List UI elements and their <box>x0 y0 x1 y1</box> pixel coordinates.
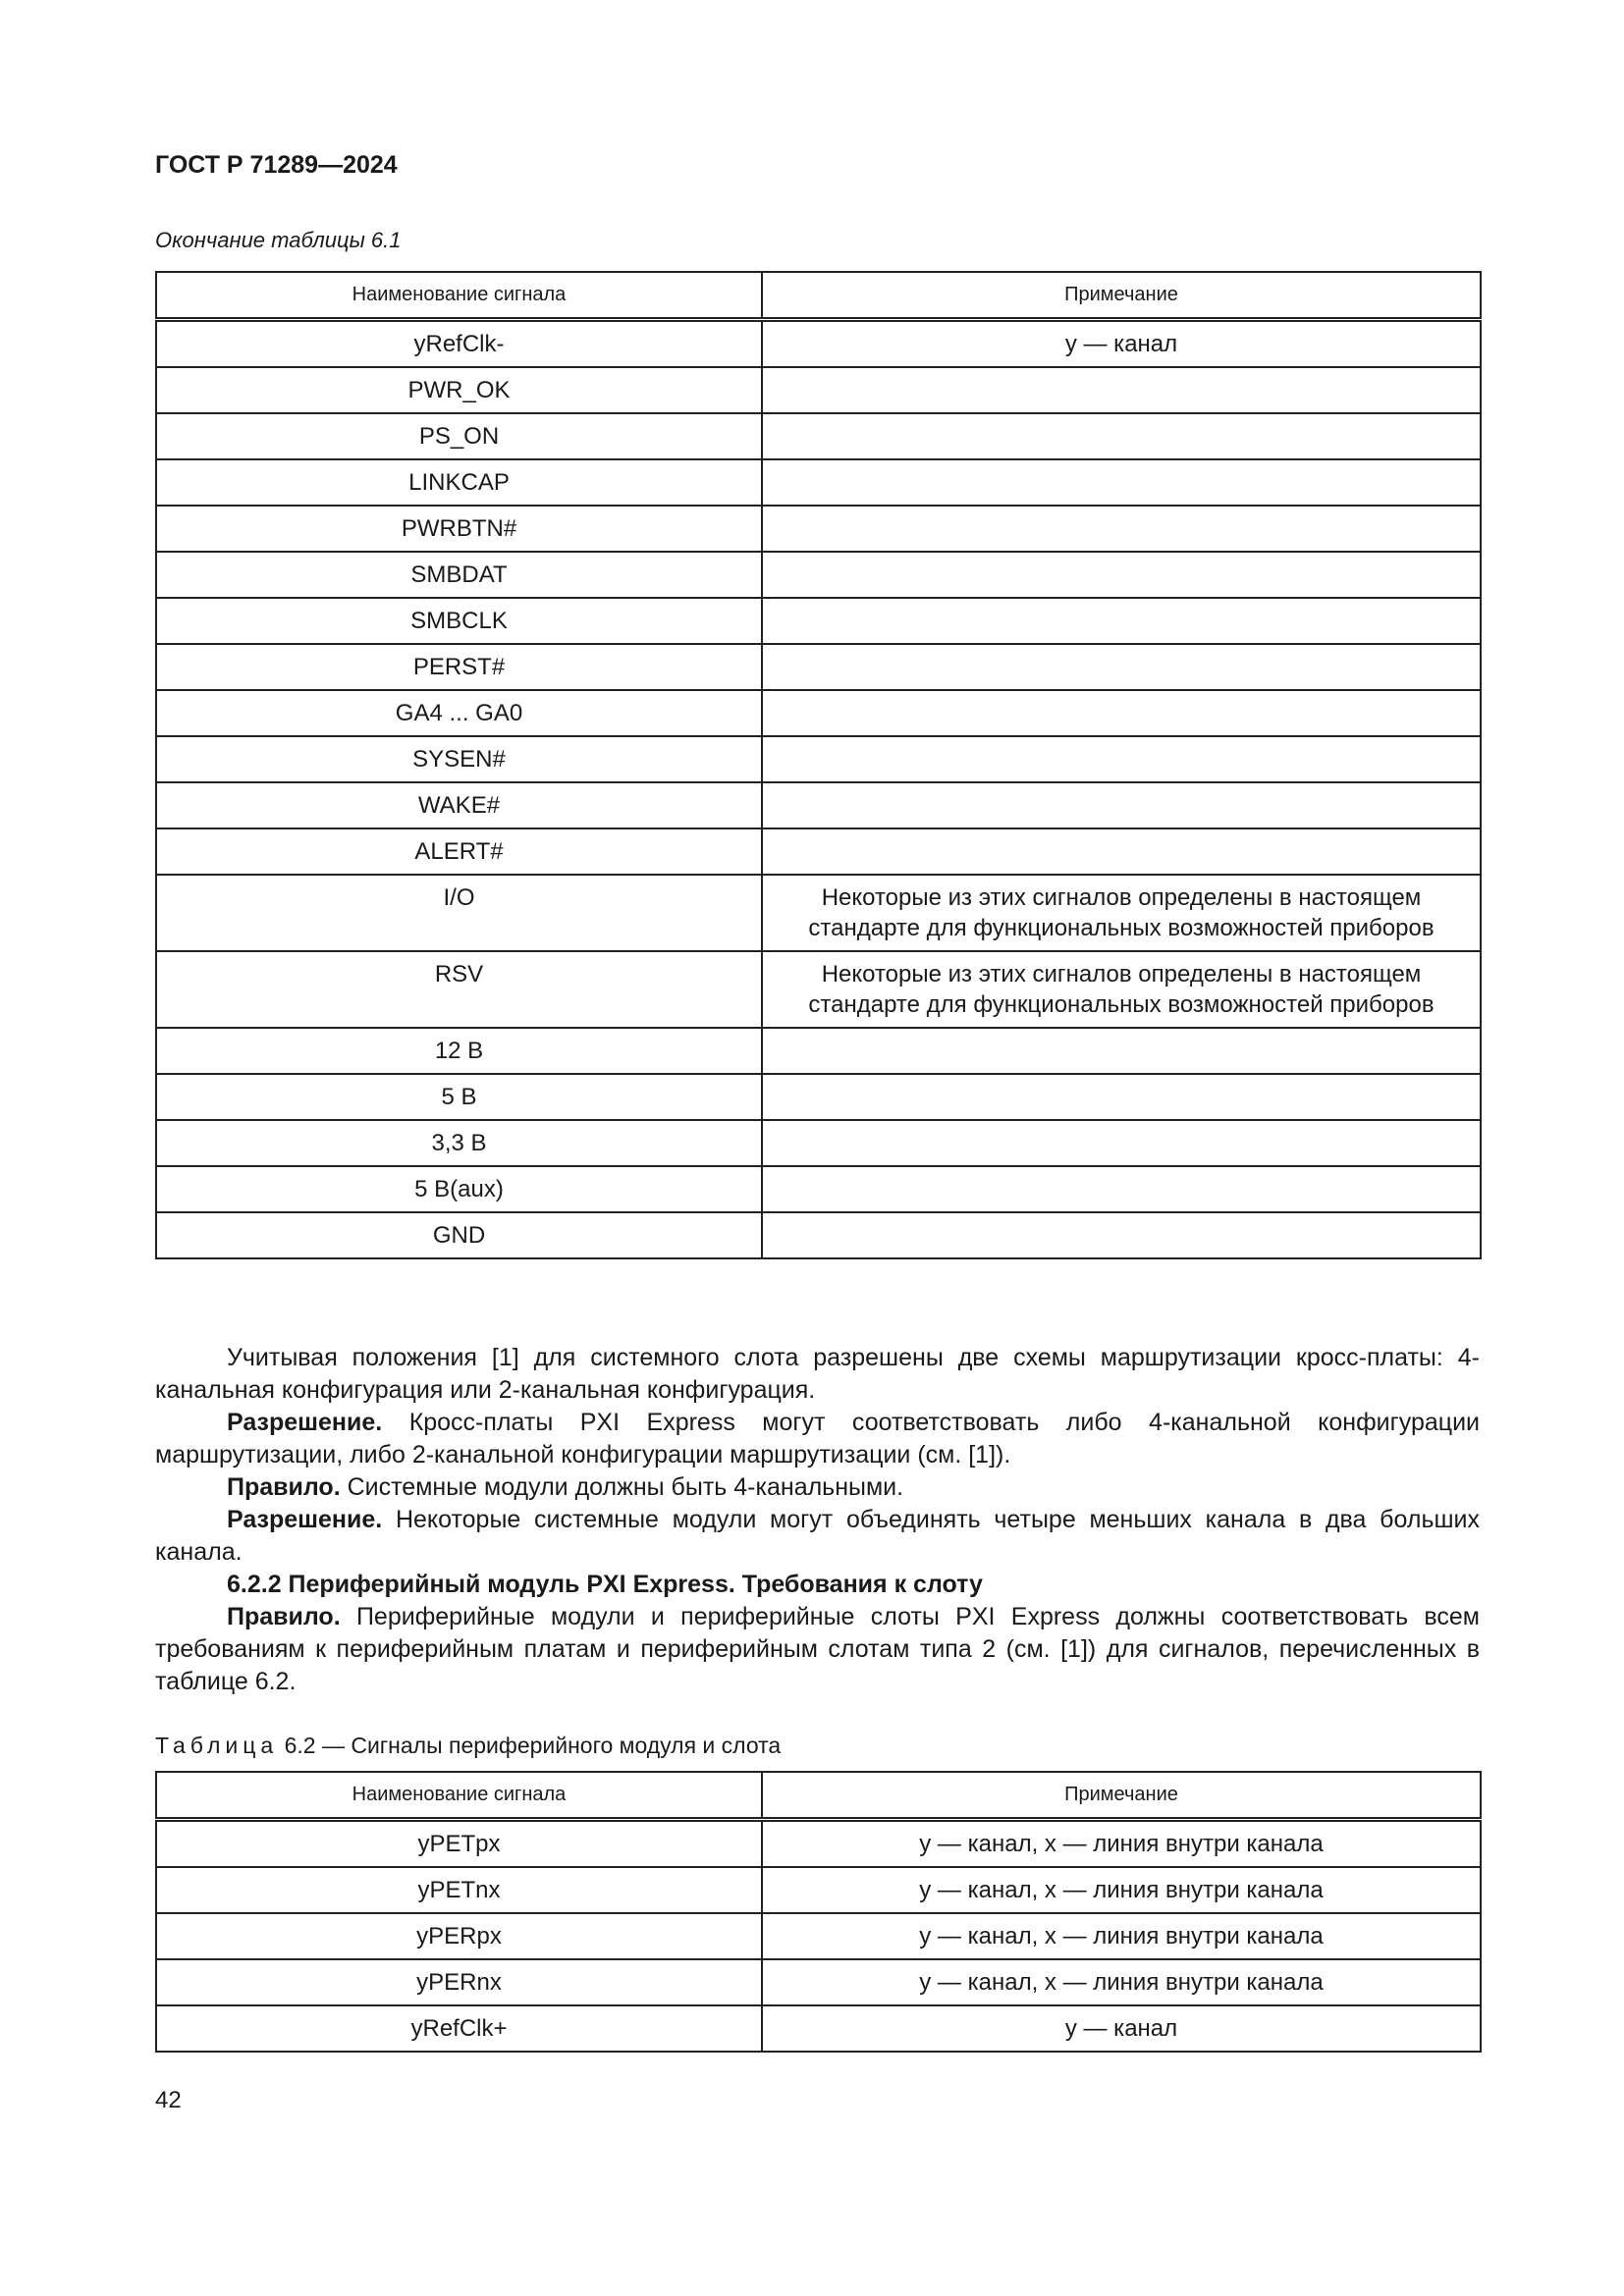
note-cell: y — канал, x — линия внутри канала <box>762 1820 1481 1868</box>
note-cell <box>762 644 1481 690</box>
permission-label: Разрешение. <box>227 1409 383 1436</box>
table-row <box>156 459 1481 506</box>
note-cell <box>762 1074 1481 1120</box>
table-row <box>156 506 1481 552</box>
table-6-1 <box>155 271 1482 1259</box>
table-row <box>156 1074 1481 1120</box>
rule-label: Правило. <box>227 1473 341 1501</box>
note-cell <box>762 1120 1481 1166</box>
signal-name-cell: SYSEN# <box>156 736 762 782</box>
paragraph-permission-backplane <box>155 1407 1480 1471</box>
permission-text: Некоторые системные модули могут объединять четыре меньших канала в два больших канала. <box>155 1506 1480 1566</box>
paragraph-rule-peripheral <box>155 1601 1480 1698</box>
signal-name-cell: PWRBTN# <box>156 506 762 552</box>
column-header-note: Примечание <box>762 272 1481 320</box>
signal-name-cell: yPERnx <box>156 1959 762 2005</box>
signal-name-cell: WAKE# <box>156 782 762 828</box>
table-row <box>156 951 1481 1028</box>
signal-name-cell: yRefClk- <box>156 320 762 368</box>
signal-name-cell: I/O <box>156 875 762 951</box>
table-header-row <box>156 272 1481 320</box>
table-row <box>156 782 1481 828</box>
note-cell <box>762 1212 1481 1258</box>
table-row <box>156 320 1481 368</box>
signal-name-cell: PS_ON <box>156 413 762 459</box>
table-caption-text: 6.2 — Сигналы периферийного модуля и слота <box>278 1733 782 1758</box>
rule-label: Правило. <box>227 1603 341 1630</box>
signal-name-cell: GND <box>156 1212 762 1258</box>
table-row <box>156 2005 1481 2052</box>
table-header-row <box>156 1772 1481 1820</box>
note-cell <box>762 1028 1481 1074</box>
signal-name-cell: SMBDAT <box>156 552 762 598</box>
note-cell <box>762 367 1481 413</box>
signal-name-cell: LINKCAP <box>156 459 762 506</box>
signal-name-cell: RSV <box>156 951 762 1028</box>
rule-text: Системные модули должны быть 4-канальными. <box>340 1473 904 1501</box>
table-row <box>156 828 1481 875</box>
note-cell <box>762 413 1481 459</box>
note-cell: y — канал, x — линия внутри канала <box>762 1867 1481 1913</box>
signal-name-cell: GA4 ... GA0 <box>156 690 762 736</box>
signal-name-cell: PWR_OK <box>156 367 762 413</box>
signal-name-cell: yPETpx <box>156 1820 762 1868</box>
table-6-2 <box>155 1771 1482 2053</box>
table-row <box>156 413 1481 459</box>
signal-name-cell: yRefClk+ <box>156 2005 762 2052</box>
note-cell: y — канал, x — линия внутри канала <box>762 1959 1481 2005</box>
body-text <box>155 1342 1480 1698</box>
note-cell <box>762 782 1481 828</box>
note-cell: Некоторые из этих сигналов определены в настоящем стандарте для функциональных возможностей приборов <box>762 951 1481 1028</box>
table-row <box>156 690 1481 736</box>
note-cell <box>762 598 1481 644</box>
table-row <box>156 875 1481 951</box>
permission-label: Разрешение. <box>227 1506 383 1533</box>
signal-name-cell: yPETnx <box>156 1867 762 1913</box>
table-row <box>156 598 1481 644</box>
signal-name-cell: SMBCLK <box>156 598 762 644</box>
signal-name-cell: yPERpx <box>156 1913 762 1959</box>
column-header-signal: Наименование сигнала <box>156 272 762 320</box>
note-cell: Некоторые из этих сигналов определены в настоящем стандарте для функциональных возможностей приборов <box>762 875 1481 951</box>
note-cell <box>762 1166 1481 1212</box>
note-cell <box>762 690 1481 736</box>
table-row <box>156 1867 1481 1913</box>
table-row <box>156 1028 1481 1074</box>
note-cell <box>762 736 1481 782</box>
signal-name-cell: ALERT# <box>156 828 762 875</box>
note-cell: y — канал <box>762 320 1481 368</box>
signal-name-cell: 3,3 В <box>156 1120 762 1166</box>
note-cell <box>762 552 1481 598</box>
standard-id: ГОСТ Р 71289—2024 <box>155 151 398 179</box>
note-cell <box>762 828 1481 875</box>
signal-name-cell: 12 В <box>156 1028 762 1074</box>
table-row <box>156 552 1481 598</box>
table-row <box>156 1120 1481 1166</box>
column-header-note: Примечание <box>762 1772 1481 1820</box>
table-row <box>156 1820 1481 1868</box>
table-caption-label: Таблица <box>155 1733 279 1758</box>
page-number: 42 <box>155 2087 182 2113</box>
section-heading-text: 6.2.2 Периферийный модуль PXI Express. Требования к слоту <box>227 1571 983 1598</box>
table-row <box>156 367 1481 413</box>
paragraph-permission-channels <box>155 1504 1480 1569</box>
signal-name-cell: 5 В(aux) <box>156 1166 762 1212</box>
table-6-1-caption: Окончание таблицы 6.1 <box>155 228 402 252</box>
note-cell <box>762 459 1481 506</box>
table-6-2-caption <box>155 1733 781 1759</box>
table-row <box>156 644 1481 690</box>
note-cell <box>762 506 1481 552</box>
paragraph-slot-schemes: Учитывая положения [1] для системного слота разрешены две схемы маршрутизации кросс-платы: 4-канальная конфигурация или 2-канальная конфигурация. <box>155 1344 1480 1404</box>
table-row <box>156 1913 1481 1959</box>
signal-name-cell: PERST# <box>156 644 762 690</box>
column-header-signal: Наименование сигнала <box>156 1772 762 1820</box>
paragraph-rule-system-modules <box>155 1471 1480 1504</box>
table-row <box>156 1212 1481 1258</box>
permission-text: Кросс-платы PXI Express могут соответствовать либо 4-канальной конфигурации маршрутизации, либо 2-канальной конфигурации маршрутизации (см. [1]). <box>155 1409 1480 1468</box>
signal-name-cell: 5 В <box>156 1074 762 1120</box>
table-row <box>156 1959 1481 2005</box>
note-cell: y — канал <box>762 2005 1481 2052</box>
rule-text: Периферийные модули и периферийные слоты PXI Express должны соответствовать всем требованиям к периферийным платам и периферийным слотам типа 2 (см. [1]) для сигналов, перечисленных в таблице 6.2. <box>155 1603 1480 1695</box>
table-row <box>156 1166 1481 1212</box>
note-cell: y — канал, x — линия внутри канала <box>762 1913 1481 1959</box>
table-row <box>156 736 1481 782</box>
section-heading <box>155 1569 1480 1601</box>
